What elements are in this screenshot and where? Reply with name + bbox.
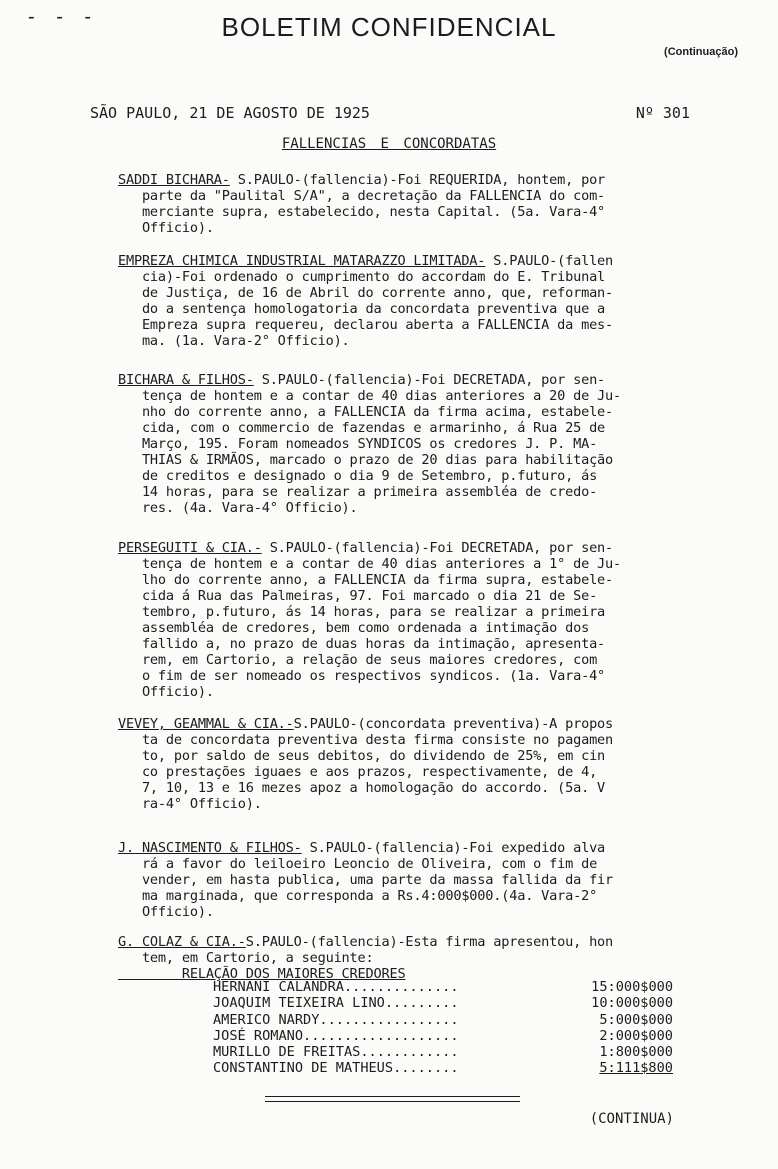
entry-line: Officio). xyxy=(118,684,214,700)
entry-vevey-geammal xyxy=(118,716,718,812)
entry-line: S.PAULO-(concordata preventiva)-A propos xyxy=(293,716,614,732)
entry-heading: PERSEGUITI & CIA.- xyxy=(118,540,262,556)
entry-bichara-filhos xyxy=(118,372,718,516)
entry-line: rá a favor do leiloeiro Leoncio de Oliveira, com o fim de xyxy=(118,856,598,872)
entry-line: nho do corrente anno, a FALLENCIA da firma acima, estabele- xyxy=(118,404,614,420)
entry-heading: SADDI BICHARA- xyxy=(118,172,230,188)
entry-line: S.PAULO-(fallencia)-Foi DECRETADA, por sen- xyxy=(261,540,614,556)
creditor-row xyxy=(213,1044,673,1060)
entry-line: de Justiça, de 16 de Abril do corrente anno, que, reforman- xyxy=(118,285,614,301)
entry-colaz xyxy=(118,934,718,982)
creditor-name: JOSÉ ROMANO xyxy=(213,1027,304,1044)
creditor-row xyxy=(213,979,673,995)
dot-leader: ............ xyxy=(360,1044,459,1061)
creditors-list-title: RELAÇÃO DOS MAIORES CREDORES xyxy=(118,966,406,982)
entry-line: tença de hontem e a contar de 40 dias anteriores a 20 de Ju- xyxy=(118,388,622,404)
bulletin-date: SÃO PAULO, 21 DE AGOSTO DE 1925 xyxy=(90,104,370,122)
entry-line: S.PAULO-(fallen xyxy=(485,253,614,269)
entry-line: Officio). xyxy=(118,904,214,920)
entry-line: do a sentença homologatoria da concordata preventiva que a xyxy=(118,301,606,317)
entry-empreza-chimica xyxy=(118,253,718,349)
entry-heading: J. NASCIMENTO & FILHOS- xyxy=(118,840,302,856)
creditor-amount: 1:800$000 xyxy=(599,1044,673,1061)
entry-line: Empreza supra requereu, declarou aberta a FALLENCIA da mes- xyxy=(118,317,614,333)
entry-heading: BICHARA & FILHOS- xyxy=(118,372,254,388)
entry-line: ta de concordata preventiva desta firma consiste no pagamen xyxy=(118,732,614,748)
creditor-amount: 5:111$800 xyxy=(599,1060,673,1077)
entry-line: ra-4° Officio). xyxy=(118,796,262,812)
creditor-row xyxy=(213,995,673,1011)
creditor-amount: 5:000$000 xyxy=(599,1011,673,1028)
creditor-amount: 10:000$000 xyxy=(591,995,673,1012)
creditor-row xyxy=(213,1060,673,1076)
entry-line: lho do corrente anno, a FALLENCIA da firma supra, estabele- xyxy=(118,572,614,588)
creditor-name: JOAQUIM TEIXEIRA LINO xyxy=(213,995,385,1012)
entry-line: o fim de ser nomeado os respectivos syndicos. (1a. Vara-4° xyxy=(118,668,606,684)
entry-line: 14 horas, para se realizar a primeira assembléa de credo- xyxy=(118,484,598,500)
dot-leader: ........ xyxy=(393,1060,459,1077)
creditors-list xyxy=(213,979,673,1077)
entry-line: S.PAULO-(fallencia)-Foi REQUERIDA, hontem, por xyxy=(229,172,606,188)
entry-nascimento-filhos xyxy=(118,840,718,920)
entry-line: cida, com o commercio de fazendas e armarinho, á Rua 25 de xyxy=(118,420,606,436)
entry-line: res. (4a. Vara-4° Officio). xyxy=(118,500,358,516)
dateline xyxy=(90,104,690,122)
entry-line: tembro, p.futuro, ás 14 horas, para se realizar a primeira xyxy=(118,604,606,620)
entry-line: assembléa de credores, bem como ordenada a intimação dos xyxy=(118,620,590,636)
entry-heading: VEVEY, GEAMMAL & CIA.- xyxy=(118,716,294,732)
creditor-name: MURILLO DE FREITAS xyxy=(213,1044,361,1061)
entry-line: vender, em hasta publica, uma parte da massa fallida da fir xyxy=(118,872,614,888)
divider-rule xyxy=(265,1101,520,1102)
creditor-name: CONSTANTINO DE MATHEUS xyxy=(213,1060,394,1077)
entry-heading: G. COLAZ & CIA.- xyxy=(118,934,246,950)
entry-line: ma marginada, que corresponda a Rs.4:000$000.(4a. Vara-2° xyxy=(118,888,598,904)
entry-saddi-bichara xyxy=(118,172,718,236)
entry-line: to, por saldo de seus debitos, do dividendo de 25%, em cin xyxy=(118,748,606,764)
entry-line: S.PAULO-(fallencia)-Foi DECRETADA, por sen- xyxy=(253,372,606,388)
entry-line: co prestações iguaes e aos prazos, respectivamente, de 4, xyxy=(118,764,598,780)
creditor-name: HERNANI CALANDRA xyxy=(213,979,344,995)
entry-line: ma. (1a. Vara-2° Officio). xyxy=(118,333,350,349)
corner-mark: - - - xyxy=(28,6,100,28)
entry-line: fallido a, no prazo de duas horas da intimação, apresenta- xyxy=(118,636,606,652)
entry-line: cida á Rua das Palmeiras, 97. Foi marcado o dia 21 de Se- xyxy=(118,588,598,604)
creditor-row xyxy=(213,1028,673,1044)
dot-leader: ................. xyxy=(319,1011,459,1028)
creditor-row xyxy=(213,1012,673,1028)
bulletin-title: BOLETIM CONFIDENCIAL xyxy=(221,12,557,42)
dot-leader: ......... xyxy=(384,995,459,1012)
entry-line: S.PAULO-(fallencia)-Esta firma apresentou, hon xyxy=(245,934,614,950)
entry-line: rem, em Cartorio, a relação de seus maiores credores, com xyxy=(118,652,598,668)
entry-perseguiti xyxy=(118,540,718,700)
entry-line: cia)-Foi ordenado o cumprimento do accordam do E. Tribunal xyxy=(118,269,606,285)
dot-leader: .............. xyxy=(343,979,459,995)
divider-rule xyxy=(265,1096,520,1097)
continuation-label: (Continuação) xyxy=(664,46,738,58)
entry-line: tem, em Cartorio, a seguinte: xyxy=(118,950,374,966)
entry-line: Officio). xyxy=(118,220,214,236)
entry-line: parte da "Paulital S/A", a decretação da FALLENCIA do com- xyxy=(118,188,606,204)
creditor-amount: 15:000$000 xyxy=(591,979,673,995)
entry-line: de creditos e designado o dia 9 de Setembro, p.futuro, ás xyxy=(118,468,598,484)
continua-label: (CONTINUA) xyxy=(589,1111,674,1127)
section-title: FALLENCIAS E CONCORDATAS xyxy=(281,136,497,152)
entry-line: merciante supra, estabelecido, nesta Capital. (5a. Vara-4° xyxy=(118,204,606,220)
creditor-amount: 2:000$000 xyxy=(599,1027,673,1044)
creditor-name: AMERICO NARDY xyxy=(213,1011,320,1028)
entry-line: S.PAULO-(fallencia)-Foi expedido alva xyxy=(301,840,606,856)
dot-leader: ................... xyxy=(303,1027,459,1044)
entry-line: 7, 10, 13 e 16 mezes apoz a homologação do accordo. (5a. V xyxy=(118,780,606,796)
entry-line: tença de hontem e a contar de 40 dias anteriores a 1° de Ju- xyxy=(118,556,622,572)
entry-line: Março, 195. Foram nomeados SYNDICOS os credores J. P. MA- xyxy=(118,436,598,452)
entry-line: THIAS & IRMÃOS, marcado o prazo de 20 dias para habilitação xyxy=(118,452,614,468)
bulletin-number: Nº 301 xyxy=(635,104,690,122)
entry-heading: EMPREZA CHIMICA INDUSTRIAL MATARAZZO LIMITADA- xyxy=(118,253,486,269)
